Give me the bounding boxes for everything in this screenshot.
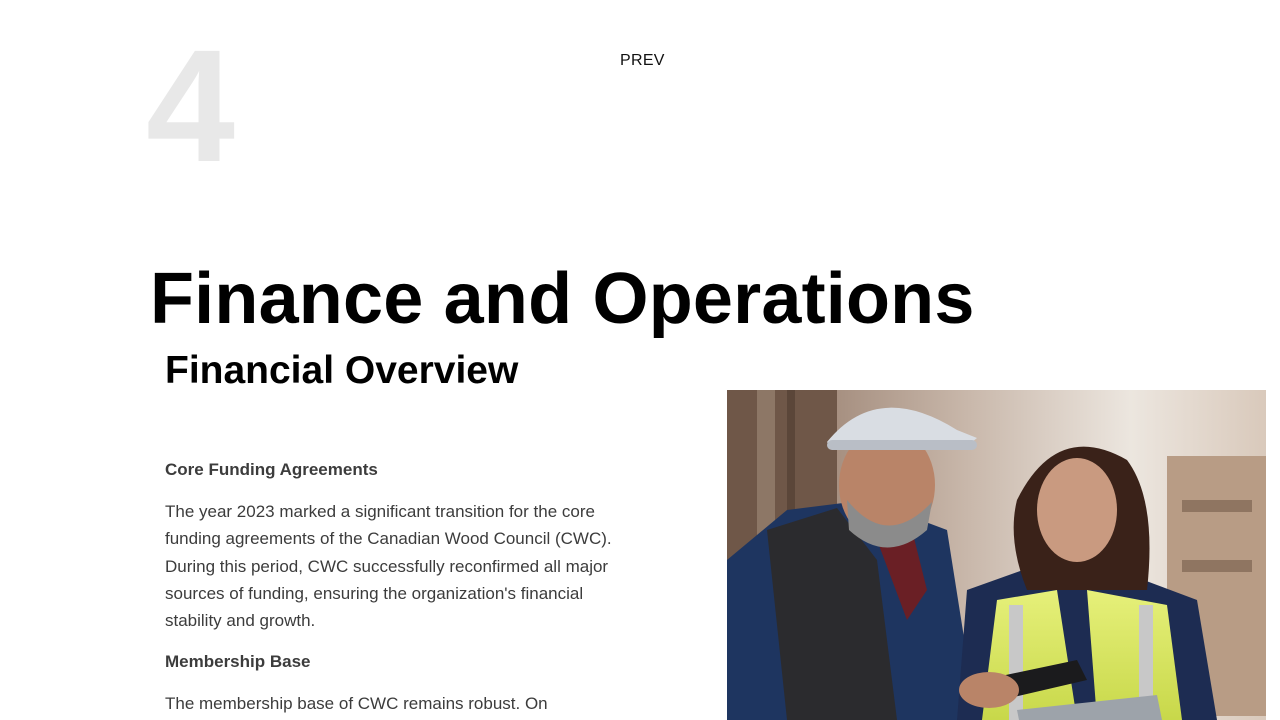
- content-column: [165, 458, 625, 720]
- membership-body: The membership base of CWC remains robust. On: [165, 694, 548, 714]
- core-funding-heading: Core Funding Agreements: [165, 460, 378, 479]
- core-funding-body: The year 2023 marked a significant transition for the core funding agreements of the Canadian Wood Council (CWC). During this period, CWC successfully reconfirmed all major sources of funding, ensuring the organization's financial stability and growth.: [165, 502, 612, 631]
- prev-link[interactable]: PREV: [620, 52, 665, 69]
- workers-photo-illustration: [727, 390, 1266, 720]
- workers-photo: [727, 390, 1266, 720]
- slide-number: 4: [146, 16, 231, 195]
- section-title: Financial Overview: [165, 349, 519, 392]
- page-title: Finance and Operations: [150, 259, 975, 339]
- membership-heading: Membership Base: [165, 652, 311, 672]
